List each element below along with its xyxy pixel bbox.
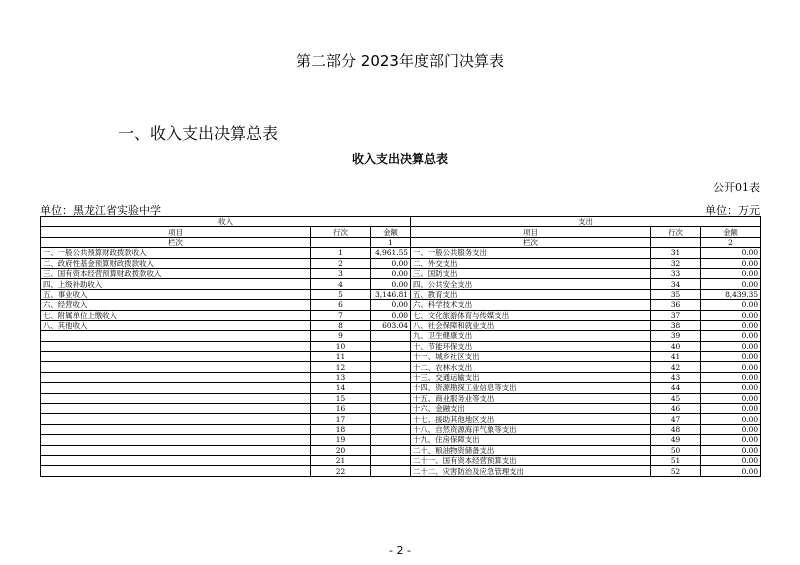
income-amount-cell	[371, 414, 411, 424]
expense-item-cell: 十六、金融支出	[411, 404, 651, 414]
income-amount-cell: 0.00	[371, 279, 411, 289]
expense-amount-cell: 0.00	[701, 445, 761, 455]
expense-row-no-cell: 45	[651, 393, 701, 403]
income-row-no-cell: 22	[311, 466, 371, 476]
income-row-no-header: 行次	[311, 227, 371, 237]
income-row-no-cell: 19	[311, 435, 371, 445]
section-title: 一、收入支出决算总表	[118, 124, 279, 143]
table-row	[41, 310, 761, 320]
expense-row-no-cell: 52	[651, 466, 701, 476]
document-title: 第二部分 2023年度部门决算表	[296, 52, 504, 70]
expense-item-cell: 一、一般公共服务支出	[411, 248, 651, 258]
expense-row-no-cell: 49	[651, 435, 701, 445]
income-col-label: 栏次	[41, 237, 311, 247]
income-item-cell	[41, 445, 311, 455]
expense-row-no-cell: 48	[651, 424, 701, 434]
expense-item-cell: 二十、粮油物资储备支出	[411, 445, 651, 455]
expense-amount-cell: 0.00	[701, 352, 761, 362]
expense-item-cell: 六、科学技术支出	[411, 300, 651, 310]
expense-amount-cell: 0.00	[701, 404, 761, 414]
expense-group-header: 支出	[411, 217, 761, 227]
income-row-no-cell: 9	[311, 331, 371, 341]
income-row-no-cell: 5	[311, 289, 371, 299]
income-row-no-cell: 13	[311, 372, 371, 382]
income-amount-cell: 3,146.81	[371, 289, 411, 299]
income-item-cell: 五、事业收入	[41, 289, 311, 299]
table-row	[41, 331, 761, 341]
expense-amount-cell: 0.00	[701, 435, 761, 445]
expense-row-no-cell: 50	[651, 445, 701, 455]
expense-row-no-cell: 51	[651, 455, 701, 465]
table-row	[41, 466, 761, 476]
income-amount-cell: 4,961.55	[371, 248, 411, 258]
income-row-no-cell: 17	[311, 414, 371, 424]
header-row-col-numbers	[41, 237, 761, 247]
expense-col-empty	[651, 237, 701, 247]
income-amount-header: 金额	[371, 227, 411, 237]
income-amount-cell	[371, 362, 411, 372]
income-col-empty	[311, 237, 371, 247]
expense-row-no-cell: 38	[651, 320, 701, 330]
income-item-cell	[41, 404, 311, 414]
expense-amount-cell: 0.00	[701, 424, 761, 434]
expense-amount-cell: 0.00	[701, 393, 761, 403]
income-row-no-cell: 6	[311, 300, 371, 310]
income-amount-cell: 603.04	[371, 320, 411, 330]
expense-amount-cell: 0.00	[701, 341, 761, 351]
expense-row-no-cell: 44	[651, 383, 701, 393]
income-item-cell	[41, 414, 311, 424]
income-item-cell	[41, 341, 311, 351]
table-row	[41, 352, 761, 362]
expense-amount-cell: 8,439.35	[701, 289, 761, 299]
expense-row-no-cell: 34	[651, 279, 701, 289]
expense-item-cell: 七、文化旅游体育与传媒支出	[411, 310, 651, 320]
expense-item-cell: 十二、农林水支出	[411, 362, 651, 372]
income-col-number: 1	[371, 237, 411, 247]
table-row	[41, 393, 761, 403]
income-amount-cell	[371, 393, 411, 403]
expense-col-number: 2	[701, 237, 761, 247]
expense-item-cell: 四、公共安全支出	[411, 279, 651, 289]
income-row-no-cell: 3	[311, 268, 371, 278]
income-item-cell: 七、附属单位上缴收入	[41, 310, 311, 320]
expense-item-cell: 十八、自然资源海洋气象等支出	[411, 424, 651, 434]
income-amount-cell: 0.00	[371, 268, 411, 278]
table-row	[41, 372, 761, 382]
income-row-no-cell: 12	[311, 362, 371, 372]
expense-row-no-cell: 36	[651, 300, 701, 310]
income-item-cell	[41, 435, 311, 445]
income-amount-cell	[371, 455, 411, 465]
income-item-cell	[41, 383, 311, 393]
expense-row-no-cell: 39	[651, 331, 701, 341]
expense-item-cell: 十、节能环保支出	[411, 341, 651, 351]
income-amount-cell	[371, 435, 411, 445]
expense-amount-cell: 0.00	[701, 320, 761, 330]
expense-item-cell: 三、国防支出	[411, 268, 651, 278]
expense-amount-cell: 0.00	[701, 414, 761, 424]
expense-item-cell: 十三、交通运输支出	[411, 372, 651, 382]
income-row-no-cell: 10	[311, 341, 371, 351]
table-row	[41, 268, 761, 278]
expense-row-no-cell: 47	[651, 414, 701, 424]
expense-amount-cell: 0.00	[701, 466, 761, 476]
income-row-no-cell: 7	[311, 310, 371, 320]
expense-item-header: 项目	[411, 227, 651, 237]
expense-amount-cell: 0.00	[701, 268, 761, 278]
income-item-cell	[41, 352, 311, 362]
expense-row-no-cell: 33	[651, 268, 701, 278]
income-item-cell	[41, 331, 311, 341]
income-amount-cell	[371, 372, 411, 382]
income-group-header: 收入	[41, 217, 411, 227]
income-item-cell: 六、经营收入	[41, 300, 311, 310]
income-item-header: 项目	[41, 227, 311, 237]
expense-amount-cell: 0.00	[701, 455, 761, 465]
income-amount-cell	[371, 404, 411, 414]
income-item-cell	[41, 393, 311, 403]
expense-amount-cell: 0.00	[701, 383, 761, 393]
expense-row-no-cell: 42	[651, 362, 701, 372]
table-row	[41, 435, 761, 445]
expense-item-cell: 八、社会保障和就业支出	[411, 320, 651, 330]
table-row	[41, 404, 761, 414]
income-row-no-cell: 16	[311, 404, 371, 414]
income-item-cell	[41, 455, 311, 465]
table-row	[41, 445, 761, 455]
income-amount-cell: 0.00	[371, 310, 411, 320]
table-row	[41, 424, 761, 434]
expense-item-cell: 二十一、国有资本经营预算支出	[411, 455, 651, 465]
table-row	[41, 320, 761, 330]
income-item-cell: 八、其他收入	[41, 320, 311, 330]
expense-item-cell: 十一、城乡社区支出	[411, 352, 651, 362]
expense-row-no-cell: 40	[651, 341, 701, 351]
table-row	[41, 300, 761, 310]
income-row-no-cell: 18	[311, 424, 371, 434]
expense-row-no-cell: 37	[651, 310, 701, 320]
income-amount-cell	[371, 331, 411, 341]
income-amount-cell	[371, 341, 411, 351]
expense-row-no-cell: 32	[651, 258, 701, 268]
expense-item-cell: 九、卫生健康支出	[411, 331, 651, 341]
expense-amount-cell: 0.00	[701, 362, 761, 372]
expense-amount-cell: 0.00	[701, 300, 761, 310]
expense-amount-cell: 0.00	[701, 372, 761, 382]
table-row	[41, 341, 761, 351]
expense-item-cell: 五、教育支出	[411, 289, 651, 299]
table-row	[41, 258, 761, 268]
income-row-no-cell: 1	[311, 248, 371, 258]
income-item-cell: 三、国有资本经营预算财政拨款收入	[41, 268, 311, 278]
income-row-no-cell: 8	[311, 320, 371, 330]
header-row-columns	[41, 227, 761, 237]
income-row-no-cell: 4	[311, 279, 371, 289]
income-row-no-cell: 21	[311, 455, 371, 465]
expense-row-no-cell: 46	[651, 404, 701, 414]
table-row	[41, 455, 761, 465]
expense-item-cell: 二十二、灾害防治及应急管理支出	[411, 466, 651, 476]
unit-organization: 单位：黑龙江省实验中学	[40, 204, 161, 217]
table-row	[41, 414, 761, 424]
income-row-no-cell: 11	[311, 352, 371, 362]
page-number: - 2 -	[389, 544, 411, 557]
income-amount-cell	[371, 445, 411, 455]
income-amount-cell: 0.00	[371, 258, 411, 268]
expense-amount-cell: 0.00	[701, 279, 761, 289]
income-amount-cell	[371, 383, 411, 393]
table-row	[41, 248, 761, 258]
table-title: 收入支出决算总表	[351, 152, 448, 166]
table-code: 公开01表	[713, 181, 760, 194]
income-item-cell	[41, 362, 311, 372]
income-row-no-cell: 2	[311, 258, 371, 268]
income-row-no-cell: 14	[311, 383, 371, 393]
expense-row-no-cell: 31	[651, 248, 701, 258]
income-row-no-cell: 15	[311, 393, 371, 403]
expense-amount-cell: 0.00	[701, 310, 761, 320]
table-row	[41, 289, 761, 299]
income-amount-cell	[371, 424, 411, 434]
income-item-cell	[41, 466, 311, 476]
table-row	[41, 279, 761, 289]
expense-item-cell: 二、外交支出	[411, 258, 651, 268]
expense-amount-cell: 0.00	[701, 258, 761, 268]
income-amount-cell	[371, 466, 411, 476]
income-row-no-cell: 20	[311, 445, 371, 455]
header-row-groups	[41, 217, 761, 227]
expense-item-cell: 十七、援助其他地区支出	[411, 414, 651, 424]
income-item-cell: 一、一般公共预算财政拨款收入	[41, 248, 311, 258]
income-item-cell	[41, 372, 311, 382]
expense-item-cell: 十四、资源勘探工业信息等支出	[411, 383, 651, 393]
table-row	[41, 362, 761, 372]
expense-row-no-cell: 35	[651, 289, 701, 299]
expense-item-cell: 十九、住房保障支出	[411, 435, 651, 445]
income-amount-cell: 0.00	[371, 300, 411, 310]
expense-row-no-cell: 41	[651, 352, 701, 362]
expense-amount-cell: 0.00	[701, 331, 761, 341]
income-expense-table	[40, 216, 761, 477]
expense-amount-cell: 0.00	[701, 248, 761, 258]
expense-col-label: 栏次	[411, 237, 651, 247]
unit-currency: 单位：万元	[705, 204, 760, 217]
income-amount-cell	[371, 352, 411, 362]
income-item-cell: 四、上级补助收入	[41, 279, 311, 289]
income-item-cell: 二、政府性基金预算财政拨款收入	[41, 258, 311, 268]
expense-row-no-header: 行次	[651, 227, 701, 237]
expense-row-no-cell: 43	[651, 372, 701, 382]
table-row	[41, 383, 761, 393]
expense-amount-header: 金额	[701, 227, 761, 237]
income-item-cell	[41, 424, 311, 434]
expense-item-cell: 十五、商业服务业等支出	[411, 393, 651, 403]
